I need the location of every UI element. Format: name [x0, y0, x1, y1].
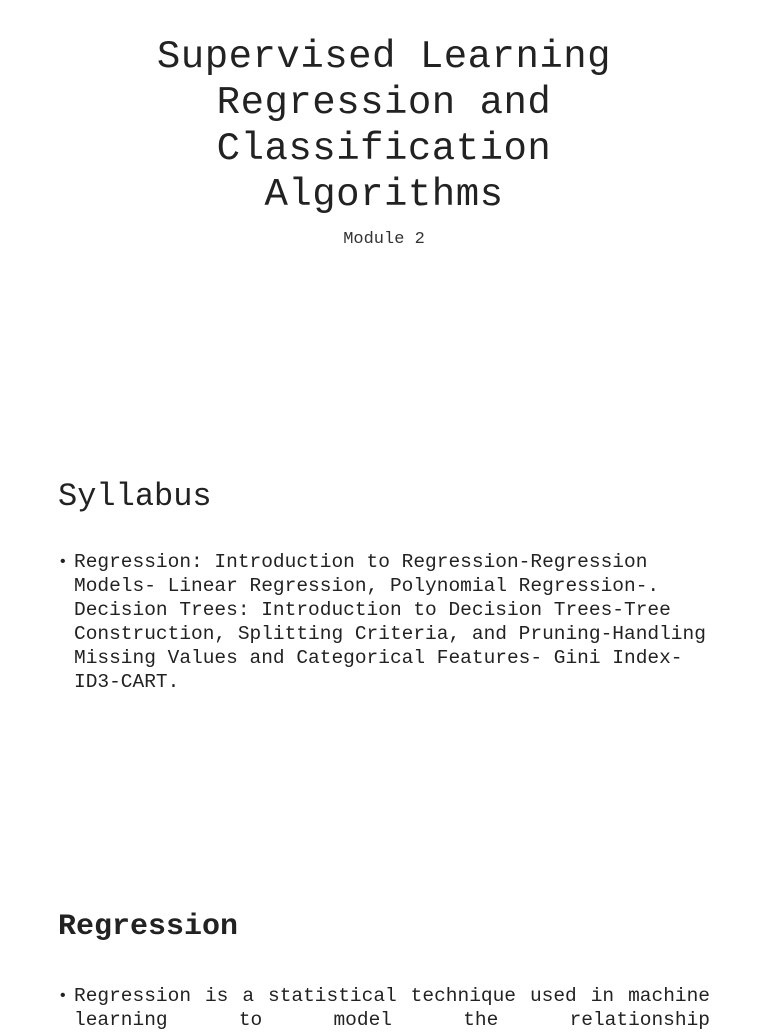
title-line-2: Regression and	[216, 81, 552, 125]
regression-bullet-item	[58, 984, 710, 1032]
presentation-subtitle: Module 2	[343, 230, 425, 249]
bullet-dot-icon: •	[58, 987, 68, 1005]
regression-bullet-text: Regression is a statistical technique used in machine learning to model the relationship	[74, 985, 710, 1031]
syllabus-bullet-item	[58, 550, 718, 694]
bullet-dot-icon: •	[58, 553, 68, 571]
regression-slide	[0, 900, 768, 1031]
syllabus-slide	[0, 470, 768, 870]
title-slide	[0, 0, 768, 430]
title-line-3: Classification	[216, 127, 552, 171]
regression-bullet-list	[58, 984, 710, 1032]
syllabus-heading: Syllabus	[58, 478, 212, 515]
regression-heading: Regression	[58, 910, 239, 944]
syllabus-bullet-text: Regression: Introduction to Regression-Regression Models- Linear Regression, Polynomial Regression-. Decision Trees: Introduction to Decision Trees-Tree Construction, Splitting Criteria, and Pruning-Handling Missing Values and Categorical Features- Gini Index-ID3-CART.	[74, 551, 706, 693]
syllabus-bullet-list	[58, 550, 718, 694]
title-line-1: Supervised Learning	[156, 35, 612, 79]
title-line-4: Algorithms	[264, 173, 504, 217]
presentation-title	[64, 34, 704, 218]
